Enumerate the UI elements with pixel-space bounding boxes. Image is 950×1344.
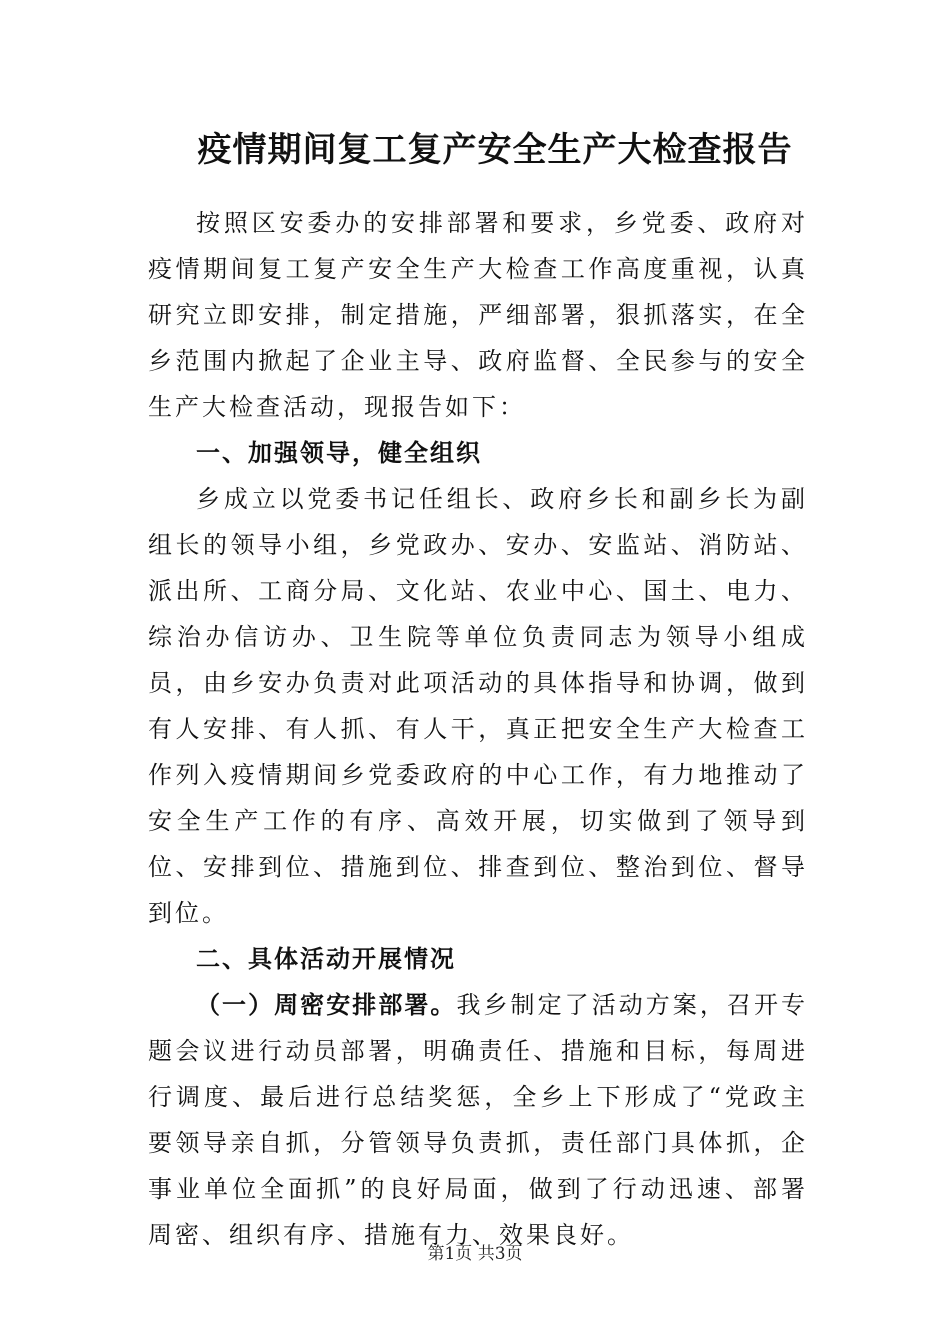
section-heading-2: 二、具体活动开展情况 xyxy=(196,945,456,973)
item-1-text: 我乡制定了活动方案，召开专题会议进行动员部署，明确责任、措施和目标，每周进行调度、最后进行总结奖惩，全乡上下形成了“党政主要领导亲自抓，分管领导负责抓，责任部门具体抓，企事业单位全面抓”的良好局面，做到了行动迅速、部署周密、组织有序、措施有力、效果良好。 xyxy=(148,991,809,1249)
page-footer: 第1页 共3页 xyxy=(427,1244,523,1264)
intro-paragraph: 按照区安委办的安排部署和要求，乡党委、政府对疫情期间复工复产安全生产大检查工作高度重视，认真研究立即安排，制定措施，严细部署，狠抓落实，在全乡范围内掀起了企业主导、政府监督、全民参与的安全生产大检查活动，现报告如下： xyxy=(148,209,808,421)
section-1-paragraph: 乡成立以党委书记任组长、政府乡长和副乡长为副组长的领导小组，乡党政办、安办、安监站、消防站、派出所、工商分局、文化站、农业中心、国土、电力、综治办信访办、卫生院等单位负责同志为领导小组成员，由乡安办负责对此项活动的具体指导和协调，做到有人安排、有人抓、有人干，真正把安全生产大检查工作列入疫情期间乡党委政府的中心工作，有力地推动了安全生产工作的有序、高效开展，切实做到了领导到位、安排到位、措施到位、排查到位、整治到位、督导到位。 xyxy=(148,485,808,927)
section-heading-1: 一、加强领导，健全组织 xyxy=(196,439,482,467)
document-title: 疫情期间复工复产安全生产大检查报告 xyxy=(197,130,793,170)
item-1-paragraph xyxy=(148,982,808,1258)
item-1-lead: （一）周密安排部署。 xyxy=(196,991,457,1019)
document-body xyxy=(148,200,808,1258)
